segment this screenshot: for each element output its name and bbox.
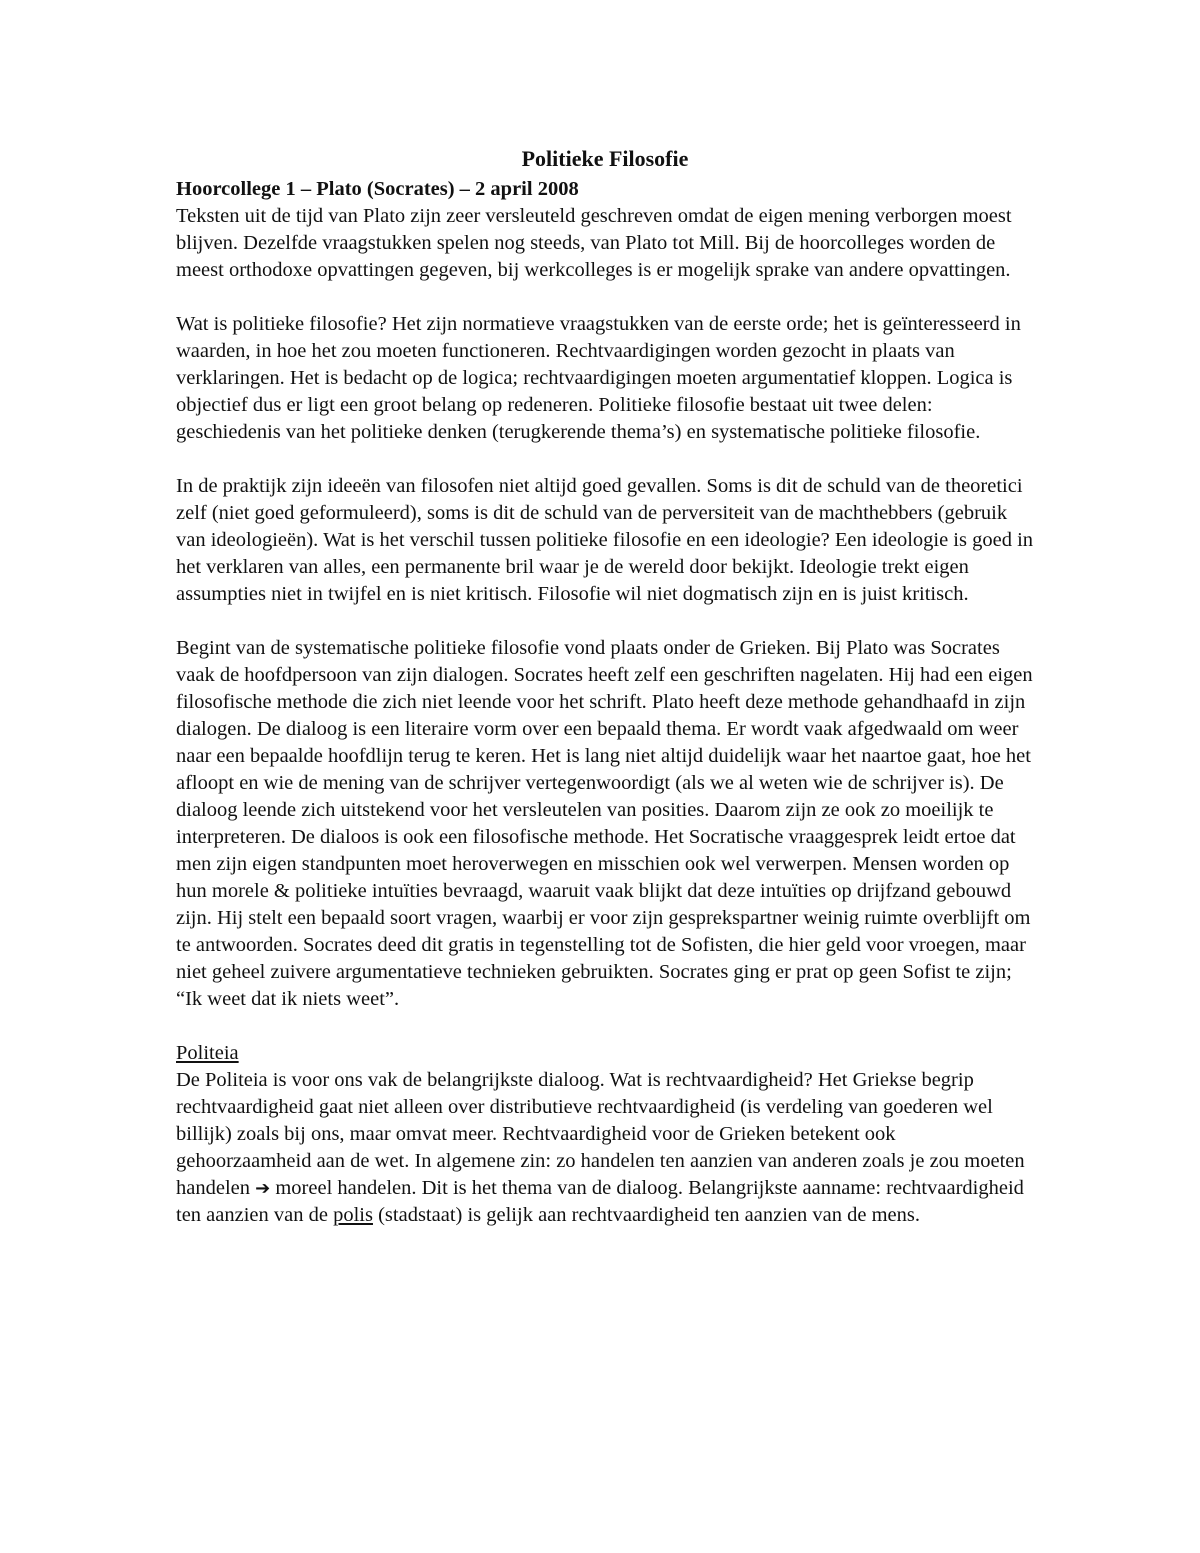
paragraph-intro: Teksten uit de tijd van Plato zijn zeer versleuteld geschreven omdat de eigen mening verborgen moest blijven. Dezelfde vraagstukken spelen nog steeds, van Plato tot Mill. Bij de hoorcolleges worden de meest orthodoxe opvattingen gegeven, bij werkcolleges is er mogelijk sprake van andere opvattingen. — [176, 205, 1012, 281]
paragraph-socrates: Begint van de systematische politieke filosofie vond plaats onder de Grieken. Bij Plato was Socrates vaak de hoofdpersoon van zijn dialogen. Socrates heeft zelf een geschriften nagelaten. Hij had een eigen filosofische methode die zich niet leende voor het schrift. Plato heeft deze methode gehandhaafd in zijn dialogen. De dialoog is een literaire vorm over een bepaald thema. Er wordt vaak afgedwaald om weer naar een bepaalde hoofdlijn terug te keren. Het is lang niet altijd duidelijk waar het naartoe gaat, hoe het afloopt en wie de mening van de schrijver vertegenwoordigt (als we al weten wie de schrijver is). De dialoog leende zich uitstekend voor het versleutelen van posities. Daarom zijn ze ook zo moeilijk te interpreteren. De dialoos is ook een filosofische methode. Het Socratische vraaggesprek leidt ertoe dat men zijn eigen standpunten moet heroverwegen en misschien ook wel verwerpen. Mensen worden op hun morele & politieke intuïties bevraagd, waaruit vaak blijkt dat deze intuïties op drijfzand gebouwd zijn. Hij stelt een bepaald soort vragen, waarbij er voor zijn gesprekspartner weinig ruimte overblijft om te antwoorden. Socrates deed dit gratis in tegenstelling tot de Sofisten, die hier geld voor vroegen, maar niet geheel zuivere argumentatieve technieken gebruikten. Socrates ging er prat op geen Sofist te zijn; “Ik weet dat ik niets weet”. — [176, 637, 1033, 1010]
paragraph-ideology: In de praktijk zijn ideeën van filosofen niet altijd goed gevallen. Soms is dit de schuld van de theoretici zelf (niet goed geformuleerd), soms is dit de schuld van de perversiteit van de machthebbers (gebruik van ideologieën). Wat is het verschil tussen politieke filosofie en een ideologie? Een ideologie is goed in het verklaren van alles, een permanente bril waar je de wereld door bekijkt. Ideologie trekt eigen assumpties niet in twijfel en is niet kritisch. Filosofie wil niet dogmatisch zijn en is juist kritisch. — [176, 475, 1034, 605]
document-page — [176, 144, 1034, 1256]
paragraph-politeia — [176, 1067, 1034, 1229]
underlined-term-polis: polis — [333, 1204, 373, 1226]
paragraph-definition: Wat is politieke filosofie? Het zijn normatieve vraagstukken van de eerste orde; het is geïnteresseerd in waarden, in hoe het zou moeten functioneren. Rechtvaardigingen worden gezocht in plaats van verklaringen. Het is bedacht op de logica; rechtvaardigingen moeten argumentatief kloppen. Logica is objectief dus er ligt een groot belang op redeneren. Politieke filosofie bestaat uit twee delen: geschiedenis van het politieke denken (terugkerende thema’s) en systematische politieke filosofie. — [176, 313, 1021, 443]
politeia-text-1: De Politeia is voor ons vak de belangrijkste dialoog. Wat is rechtvaardigheid? Het Griekse begrip rechtvaardigheid gaat niet alleen over distributieve rechtvaardigheid (is verdeling van goederen wel billijk) zoals bij ons, maar omvat meer. Rechtvaardigheid voor de Grieken betekent ook gehoorzaamheid aan de wet. In algemene zin: zo handelen ten aanzien van anderen zoals je zou moeten handelen — [176, 1069, 1025, 1199]
section-heading-politeia: Politeia — [176, 1042, 239, 1064]
lecture-heading: Hoorcollege 1 – Plato (Socrates) – 2 april 2008 — [176, 178, 579, 200]
document-title: Politieke Filosofie — [521, 146, 689, 171]
politeia-text-2: moreel handelen. Dit is het thema van de dialoog. Belangrijkste aanname: rechtvaardigheid ten aanzien van de — [176, 1177, 1024, 1226]
arrow-right-icon: ➔ — [255, 1178, 271, 1199]
politeia-text-3: (stadstaat) is gelijk aan rechtvaardigheid ten aanzien van de mens. — [378, 1204, 920, 1226]
